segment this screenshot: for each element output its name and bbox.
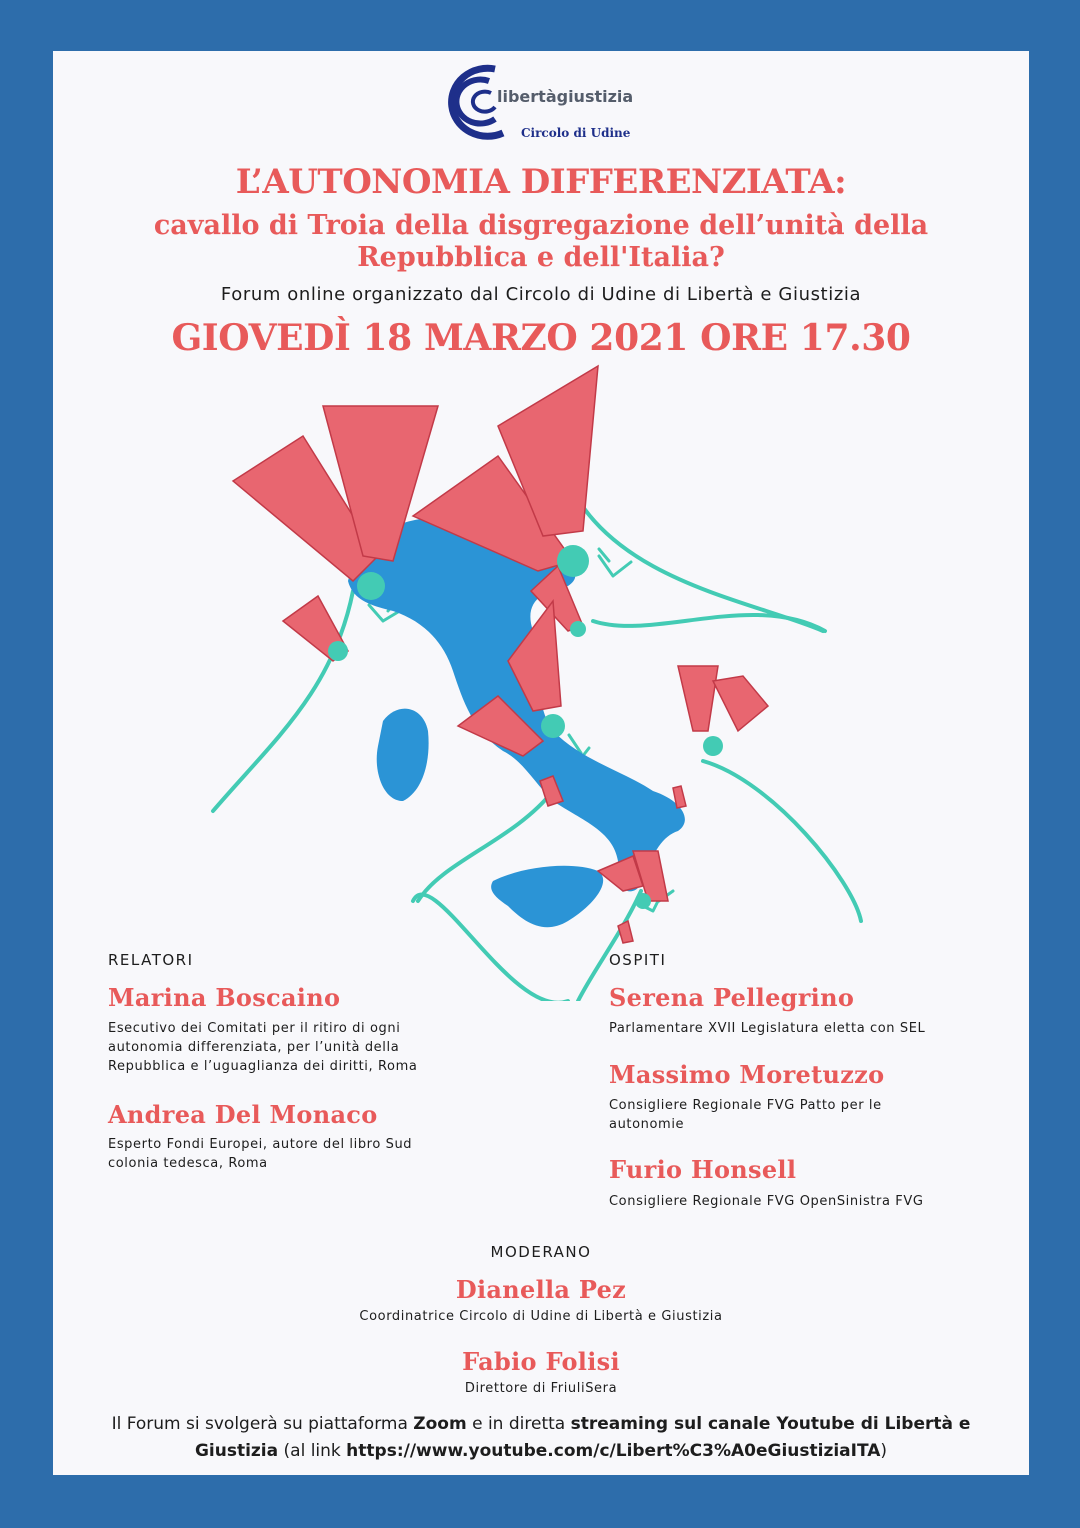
- moderator-name: Fabio Folisi: [462, 1347, 620, 1376]
- guest-description: Parlamentare XVII Legislatura eletta con SEL: [609, 1021, 926, 1036]
- section-label-moderano: MODERANO: [490, 1243, 592, 1261]
- speaker-description: Esperto Fondi Europei, autore del libro Sud colonia tedesca, Roma: [108, 1137, 413, 1171]
- guest-name: Serena Pellegrino: [609, 983, 855, 1012]
- event-date: GIOVEDÌ 18 MARZO 2021 ORE 17.30: [171, 317, 911, 359]
- italy-map-poppies-icon: [53, 361, 1029, 1001]
- zoom-label: Zoom: [413, 1414, 467, 1434]
- speaker-name: Marina Boscaino: [108, 983, 341, 1012]
- logo: [425, 61, 665, 141]
- guest-description: Consigliere Regionale FVG OpenSinistra FVG: [609, 1194, 924, 1209]
- poster-card: [53, 51, 1029, 1475]
- streaming-label: streaming sul canale Youtube di Libertà e: [570, 1414, 971, 1434]
- guest-description: Consigliere Regionale FVG Patto per le autonomie: [609, 1098, 882, 1132]
- guest-name: Massimo Moretuzzo: [609, 1060, 885, 1089]
- page-subtitle-line2: Repubblica e dell'Italia?: [357, 242, 725, 273]
- page-title: L’AUTONOMIA DIFFERENZIATA:: [235, 162, 847, 202]
- section-label-relatori: RELATORI: [108, 951, 194, 969]
- youtube-link[interactable]: https://www.youtube.com/c/Libert%C3%A0eGiustiziaITA: [346, 1441, 881, 1461]
- moderator-description: Direttore di FriuliSera: [464, 1381, 618, 1396]
- forum-description: Forum online organizzato dal Circolo di Udine di Libertà e Giustizia: [220, 284, 862, 305]
- logo-name: libertàgiustizia: [497, 87, 634, 106]
- logo-subtitle: Circolo di Udine: [521, 126, 631, 140]
- guest-name: Furio Honsell: [609, 1155, 797, 1184]
- page-subtitle-line1: cavallo di Troia della disgregazione dell’unità della: [153, 210, 929, 241]
- section-label-ospiti: OSPITI: [609, 951, 667, 969]
- moderator-description: Coordinatrice Circolo di Udine di Libertà e Giustizia: [359, 1309, 723, 1324]
- moderator-name: Dianella Pez: [455, 1275, 627, 1304]
- footer-info: Il Forum si svolgerà su piattaforma Zoom e in diretta streaming sul canale Youtube di Libertà e Giustizia (al link https://www.youtube.com/c/Libert%C3%A0eGiustiziaITA): [111, 1414, 971, 1461]
- speaker-description: Esecutivo dei Comitati per il ritiro di ogni autonomia differenziata, per l’unità della Repubblica e l’uguaglianza dei diritti, Roma: [108, 1021, 418, 1074]
- speaker-name: Andrea Del Monaco: [108, 1100, 378, 1129]
